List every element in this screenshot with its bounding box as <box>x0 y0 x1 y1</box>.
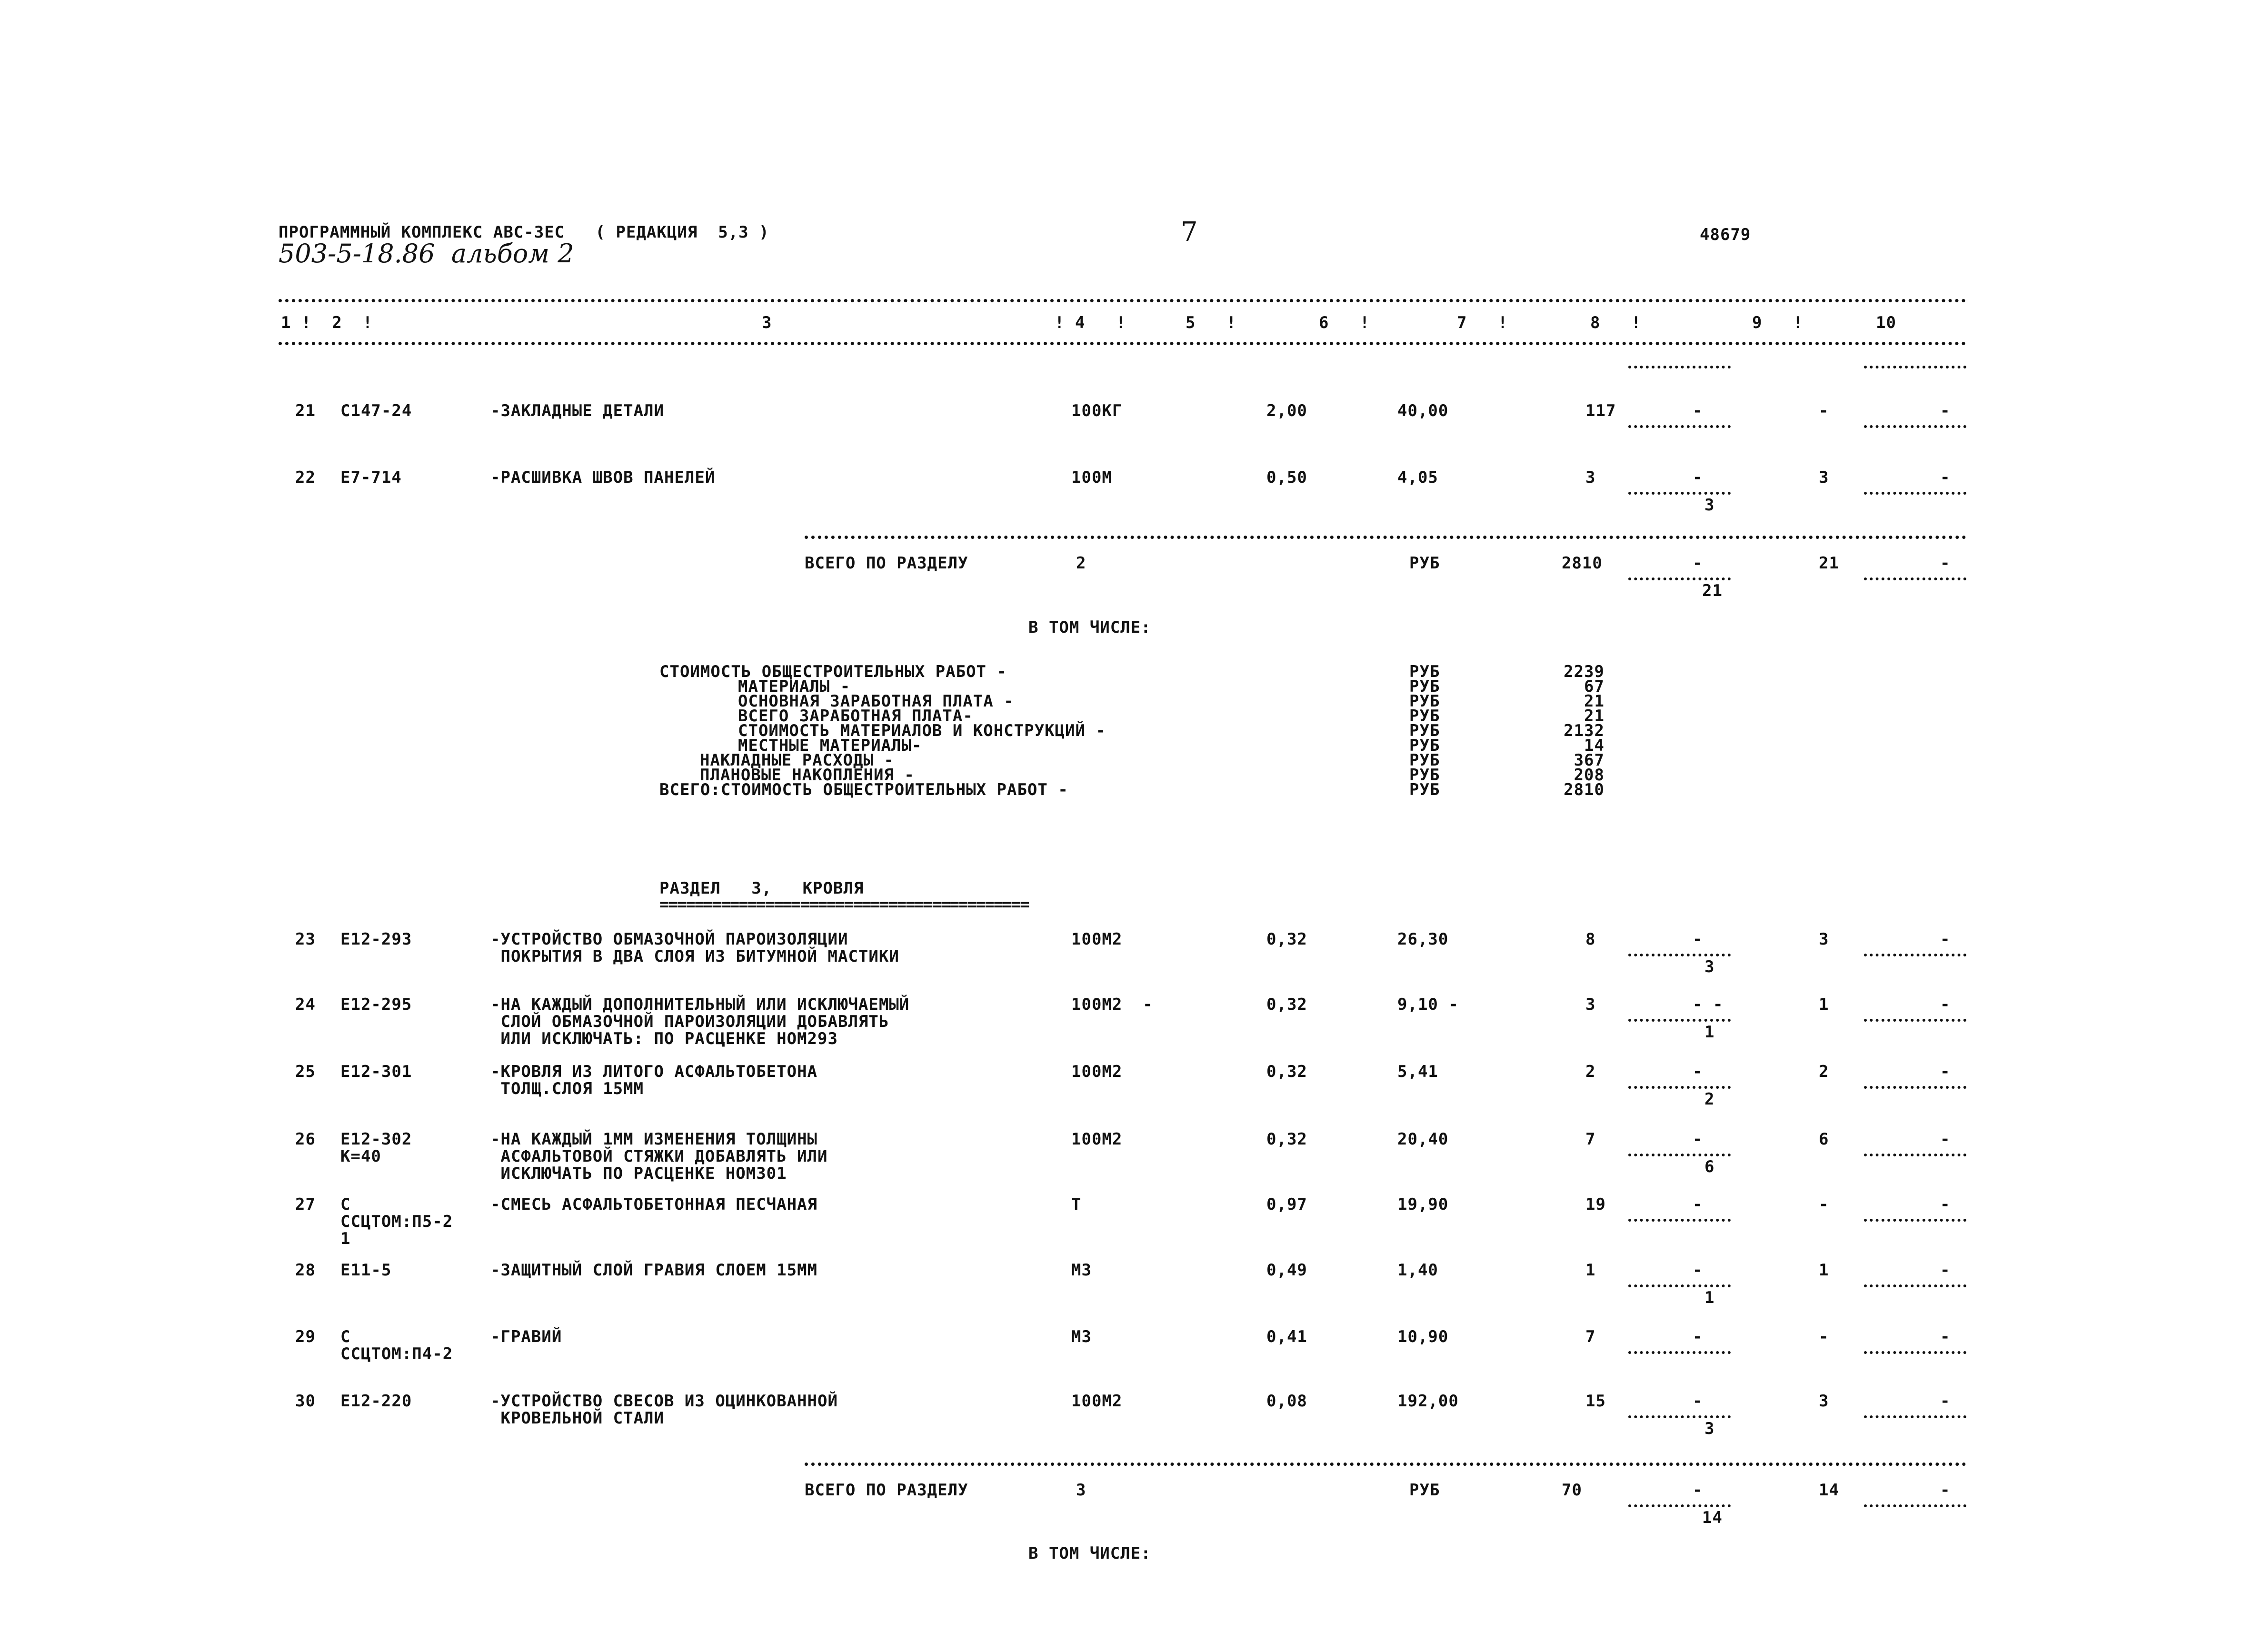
breakdown-value: 21 <box>1584 707 1604 726</box>
col10-subline <box>1864 1019 1966 1022</box>
column-number-9: 10 <box>1876 313 1896 332</box>
row-col10: - <box>1940 1062 1951 1081</box>
row-quantity: 0,97 <box>1266 1195 1307 1214</box>
breakdown-value: 21 <box>1584 692 1604 711</box>
row-description: ИСКЛЮЧАТЬ ПО РАСЦЕНКЕ НОМ301 <box>490 1164 787 1183</box>
total-col8-subline <box>1628 577 1731 580</box>
page-number: 7 <box>1181 217 1198 248</box>
row-col9: 6 <box>1819 1130 1829 1149</box>
col8-subline <box>1628 1154 1731 1156</box>
row-price: 1,40 <box>1397 1261 1438 1280</box>
row-col8: - - <box>1693 995 1724 1014</box>
row-col10: - <box>1940 1261 1951 1280</box>
row-description: -НА КАЖДЫЙ 1ММ ИЗМЕНЕНИЯ ТОЛЩИНЫ <box>490 1130 818 1149</box>
row-description: -КРОВЛЯ ИЗ ЛИТОГО АСФАЛЬТОБЕТОНА <box>490 1062 818 1081</box>
row-unit: 100М2 <box>1071 930 1123 949</box>
total-amount: 70 <box>1562 1481 1582 1500</box>
row-number: 21 <box>295 401 316 420</box>
row-col9: 3 <box>1819 468 1829 487</box>
total-label: ВСЕГО ПО РАЗДЕЛУ <box>805 554 968 573</box>
total-col8-subline <box>1628 1504 1731 1507</box>
column-number-6: 7 ! <box>1457 313 1508 332</box>
total-amount: 2810 <box>1562 554 1603 573</box>
row-unit: 100М2 <box>1071 1392 1123 1411</box>
col10-subline <box>1864 425 1966 428</box>
row-col8: - <box>1693 401 1703 420</box>
row-unit: 100М2 - <box>1071 995 1153 1014</box>
breakdown-unit: РУБ <box>1409 677 1440 696</box>
row-unit: Т <box>1071 1195 1082 1214</box>
column-number-3: ! 4 ! <box>1055 313 1126 332</box>
col8-subline <box>1628 1415 1731 1418</box>
row-unit: 100М <box>1071 468 1112 487</box>
row-number: 22 <box>295 468 316 487</box>
row-quantity: 0,32 <box>1266 1062 1307 1081</box>
row-number: 26 <box>295 1130 316 1149</box>
row-col10: - <box>1940 995 1951 1014</box>
row-total: 3 <box>1585 468 1596 487</box>
row-col8: - <box>1693 1261 1703 1280</box>
row-col9: 2 <box>1819 1062 1829 1081</box>
row-price: 26,30 <box>1397 930 1449 949</box>
column-number-1: 1 ! 2 ! <box>281 313 373 332</box>
breakdown-value: 14 <box>1584 736 1604 755</box>
row-col8: - <box>1693 930 1703 949</box>
total-col9: 14 <box>1819 1481 1839 1500</box>
total-col8-under: 21 <box>1702 581 1723 600</box>
row-col9: 1 <box>1819 1261 1829 1280</box>
col8-subline <box>1628 954 1731 956</box>
row-col8: - <box>1693 1327 1703 1346</box>
row-code: С <box>340 1195 351 1214</box>
total-col10-subline <box>1864 1504 1966 1507</box>
breakdown-label: ОСНОВНАЯ ЗАРАБОТНАЯ ПЛАТА - <box>738 692 1014 711</box>
program-title: ПРОГРАММНЫЙ КОМПЛЕКС АВС-3ЕС ( РЕДАКЦИЯ 5,3 ) <box>279 223 769 242</box>
breakdown-unit: РУБ <box>1409 707 1440 726</box>
row-description: ТОЛЩ.СЛОЯ 15ММ <box>490 1079 644 1098</box>
row-unit: 100М2 <box>1071 1062 1123 1081</box>
breakdown-label: МЕСТНЫЕ МАТЕРИАЛЫ- <box>738 736 922 755</box>
row-number: 23 <box>295 930 316 949</box>
row-col8: - <box>1693 1195 1703 1214</box>
column-number-8: 9 ! <box>1752 313 1804 332</box>
breakdown-label: НАКЛАДНЫЕ РАСХОДЫ - <box>700 751 894 770</box>
row-code: С147-24 <box>340 401 412 420</box>
total-unit: РУБ <box>1409 554 1440 573</box>
col10-subline <box>1864 1154 1966 1156</box>
row-col8-under: 3 <box>1704 496 1715 515</box>
row-total: 15 <box>1585 1392 1606 1411</box>
row-code: Е7-714 <box>340 468 402 487</box>
row-number: 29 <box>295 1327 316 1346</box>
breakdown-value: 67 <box>1584 677 1604 696</box>
row-quantity: 0,50 <box>1266 468 1307 487</box>
row-description: СЛОЙ ОБМАЗОЧНОЙ ПАРОИЗОЛЯЦИИ ДОБАВЛЯТЬ <box>490 1012 889 1031</box>
row-total: 117 <box>1585 401 1616 420</box>
row-col10: - <box>1940 1195 1951 1214</box>
row-unit: 100КГ <box>1071 401 1123 420</box>
row-total: 19 <box>1585 1195 1606 1214</box>
col10-subline <box>1864 1086 1966 1089</box>
row-col9: - <box>1819 1327 1829 1346</box>
row-col10: - <box>1940 930 1951 949</box>
row-code: Е12-295 <box>340 995 412 1014</box>
row-description: -ЗАЩИТНЫЙ СЛОЙ ГРАВИЯ СЛОЕМ 15ММ <box>490 1261 818 1280</box>
row-col9: 3 <box>1819 1392 1829 1411</box>
breakdown-label: МАТЕРИАЛЫ - <box>738 677 851 696</box>
row-code: С <box>340 1327 351 1346</box>
total-label: ВСЕГО ПО РАЗДЕЛУ <box>805 1481 968 1500</box>
col10-subline <box>1864 1415 1966 1418</box>
row-code-sub: К=40 <box>340 1147 381 1166</box>
row-number: 25 <box>295 1062 316 1081</box>
total-col10: - <box>1940 554 1951 573</box>
row-col8-under: 3 <box>1704 957 1715 976</box>
row-price: 20,40 <box>1397 1130 1449 1149</box>
total-unit: РУБ <box>1409 1481 1440 1500</box>
row-description: -РАСШИВКА ШВОВ ПАНЕЛЕЙ <box>490 468 716 487</box>
header-rule-bottom <box>279 342 1966 345</box>
row-code: Е12-302 <box>340 1130 412 1149</box>
row-number: 28 <box>295 1261 316 1280</box>
breakdown-unit: РУБ <box>1409 736 1440 755</box>
column-number-2: 3 <box>762 313 772 332</box>
total-col8: - <box>1693 1481 1703 1500</box>
row-code: Е12-293 <box>340 930 412 949</box>
section3-total-rule <box>805 1463 1966 1466</box>
row-col8-under: 2 <box>1704 1090 1715 1109</box>
breakdown-value: 2239 <box>1564 662 1604 681</box>
total-col9: 21 <box>1819 554 1839 573</box>
row-quantity: 0,32 <box>1266 995 1307 1014</box>
row-price: 10,90 <box>1397 1327 1449 1346</box>
col10-subline <box>1864 492 1966 495</box>
col8-subline <box>1628 1351 1731 1354</box>
row-unit: 100М2 <box>1071 1130 1123 1149</box>
row-description: -НА КАЖДЫЙ ДОПОЛНИТЕЛЬНЫЙ ИЛИ ИСКЛЮЧАЕМЫЙ <box>490 995 910 1014</box>
row-total: 1 <box>1585 1261 1596 1280</box>
col10-subline <box>1864 954 1966 956</box>
row-total: 3 <box>1585 995 1596 1014</box>
row-description: -УСТРОЙСТВО СВЕСОВ ИЗ ОЦИНКОВАННОЙ <box>490 1392 838 1411</box>
including-heading-2: В ТОМ ЧИСЛЕ: <box>1028 1544 1151 1563</box>
row-total: 2 <box>1585 1062 1596 1081</box>
total-col8-under: 14 <box>1702 1508 1723 1527</box>
row-code: Е11-5 <box>340 1261 392 1280</box>
row-col10: - <box>1940 1130 1951 1149</box>
row-total: 7 <box>1585 1327 1596 1346</box>
row-col8: - <box>1693 1062 1703 1081</box>
row-quantity: 0,41 <box>1266 1327 1307 1346</box>
breakdown-value: 2810 <box>1564 780 1604 799</box>
total-col10-subline <box>1864 577 1966 580</box>
row-price: 5,41 <box>1397 1062 1438 1081</box>
column-number-5: 6 ! <box>1319 313 1370 332</box>
row-col10: - <box>1940 401 1951 420</box>
row-description: ПОКРЫТИЯ В ДВА СЛОЯ ИЗ БИТУМНОЙ МАСТИКИ <box>490 947 899 966</box>
row-quantity: 0,32 <box>1266 1130 1307 1149</box>
row-description: ИЛИ ИСКЛЮЧАТЬ: ПО РАСЦЕНКЕ НОМ293 <box>490 1029 838 1048</box>
total-section-number: 3 <box>1076 1481 1086 1500</box>
row-quantity: 0,08 <box>1266 1392 1307 1411</box>
row-code: Е12-220 <box>340 1392 412 1411</box>
row-description: -ГРАВИЙ <box>490 1327 562 1346</box>
row-price: 192,00 <box>1397 1392 1459 1411</box>
column-number-4: 5 ! <box>1186 313 1237 332</box>
row-col8: - <box>1693 1392 1703 1411</box>
breakdown-label: СТОИМОСТЬ ОБЩЕСТРОИТЕЛЬНЫХ РАБОТ - <box>659 662 1007 681</box>
row-col10: - <box>1940 1327 1951 1346</box>
row-col8-under: 3 <box>1704 1419 1715 1438</box>
breakdown-value: 208 <box>1574 766 1604 785</box>
total-col8: - <box>1693 554 1703 573</box>
col8-subline <box>1628 425 1731 428</box>
col10-subline <box>1864 1351 1966 1354</box>
row-col8-under: 6 <box>1704 1157 1715 1176</box>
col8-subline <box>1628 1086 1731 1089</box>
row-col9: 1 <box>1819 995 1829 1014</box>
row-price: 40,00 <box>1397 401 1449 420</box>
row-quantity: 0,49 <box>1266 1261 1307 1280</box>
row-price: 19,90 <box>1397 1195 1449 1214</box>
breakdown-label: ПЛАНОВЫЕ НАКОПЛЕНИЯ - <box>700 766 915 785</box>
section3-title: РАЗДЕЛ 3, КРОВЛЯ <box>659 879 864 898</box>
document-code: 48679 <box>1700 225 1751 244</box>
row-price: 9,10 - <box>1397 995 1459 1014</box>
total-col10: - <box>1940 1481 1951 1500</box>
breakdown-unit: РУБ <box>1409 751 1440 770</box>
row-quantity: 0,32 <box>1266 930 1307 949</box>
section3-underline: ========================================== <box>659 895 1029 914</box>
breakdown-unit: РУБ <box>1409 766 1440 785</box>
col8-subline <box>1628 1284 1731 1287</box>
row-code: Е12-301 <box>340 1062 412 1081</box>
col8-subline-start <box>1628 366 1731 368</box>
row-col10: - <box>1940 468 1951 487</box>
handwritten-note: 503-5-18.86 альбом 2 <box>279 239 574 269</box>
row-description: -УСТРОЙСТВО ОБМАЗОЧНОЙ ПАРОИЗОЛЯЦИИ <box>490 930 848 949</box>
row-total: 7 <box>1585 1130 1596 1149</box>
section2-total-rule <box>805 536 1966 539</box>
row-total: 8 <box>1585 930 1596 949</box>
column-number-7: 8 ! <box>1590 313 1642 332</box>
row-col9: - <box>1819 401 1829 420</box>
breakdown-label: СТОИМОСТЬ МАТЕРИАЛОВ И КОНСТРУКЦИЙ - <box>738 721 1106 740</box>
row-code-sub: ССЦТОМ:П5-2 <box>340 1212 453 1231</box>
including-heading: В ТОМ ЧИСЛЕ: <box>1028 618 1151 637</box>
row-col8: - <box>1693 1130 1703 1149</box>
row-description: КРОВЕЛЬНОЙ СТАЛИ <box>490 1409 664 1428</box>
row-code-sub2: 1 <box>340 1229 351 1248</box>
total-section-number: 2 <box>1076 554 1086 573</box>
row-unit: М3 <box>1071 1327 1092 1346</box>
row-col8: - <box>1693 468 1703 487</box>
col10-subline <box>1864 1284 1966 1287</box>
col8-subline <box>1628 1219 1731 1222</box>
row-unit: М3 <box>1071 1261 1092 1280</box>
row-col9: - <box>1819 1195 1829 1214</box>
breakdown-unit: РУБ <box>1409 780 1440 799</box>
breakdown-value: 2132 <box>1564 721 1604 740</box>
col10-subline-start <box>1864 366 1966 368</box>
row-number: 27 <box>295 1195 316 1214</box>
row-col8-under: 1 <box>1704 1288 1715 1307</box>
breakdown-unit: РУБ <box>1409 662 1440 681</box>
breakdown-label: ВСЕГО ЗАРАБОТНАЯ ПЛАТА- <box>738 707 973 726</box>
col8-subline <box>1628 492 1731 495</box>
row-price: 4,05 <box>1397 468 1438 487</box>
row-col10: - <box>1940 1392 1951 1411</box>
row-number: 30 <box>295 1392 316 1411</box>
col10-subline <box>1864 1219 1966 1222</box>
row-col9: 3 <box>1819 930 1829 949</box>
row-description: -ЗАКЛАДНЫЕ ДЕТАЛИ <box>490 401 664 420</box>
col8-subline <box>1628 1019 1731 1022</box>
row-col8-under: 1 <box>1704 1023 1715 1042</box>
breakdown-label: ВСЕГО:СТОИМОСТЬ ОБЩЕСТРОИТЕЛЬНЫХ РАБОТ - <box>659 780 1068 799</box>
header-rule-top <box>279 299 1966 302</box>
breakdown-unit: РУБ <box>1409 692 1440 711</box>
row-number: 24 <box>295 995 316 1014</box>
row-description: АСФАЛЬТОВОЙ СТЯЖКИ ДОБАВЛЯТЬ ИЛИ <box>490 1147 828 1166</box>
breakdown-unit: РУБ <box>1409 721 1440 740</box>
row-description: -СМЕСЬ АСФАЛЬТОБЕТОННАЯ ПЕСЧАНАЯ <box>490 1195 818 1214</box>
breakdown-value: 367 <box>1574 751 1604 770</box>
row-code-sub: ССЦТОМ:П4-2 <box>340 1344 453 1363</box>
row-quantity: 2,00 <box>1266 401 1307 420</box>
